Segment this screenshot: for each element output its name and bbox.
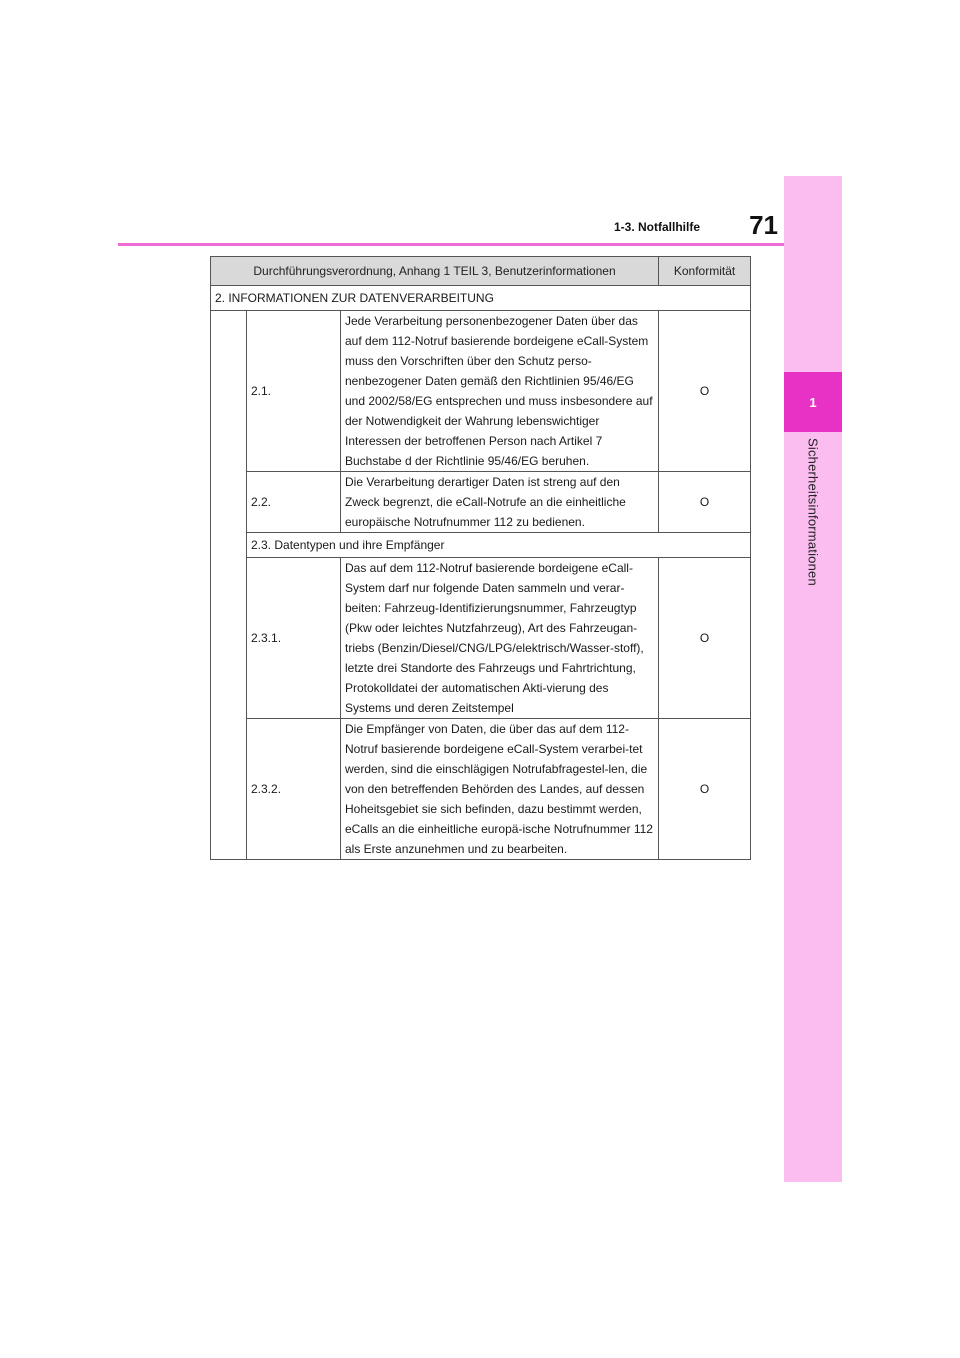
- row-text: Jede Verarbeitung personenbezogener Daten über das auf dem 112-Notruf basierende bordeigene eCall-System muss den Vorschriften über den Schutz perso-nenbezogener Daten gemäß den Richtlinien 95/46/EG und 2002/58/EG entsprechen und muss insbesondere auf der Notwendigkeit der Wahrung lebenswichtiger Interessen der betroffenen Person nach Artikel 7 Buchstabe d der Richtlinie 95/46/EG beruhen.: [341, 311, 659, 472]
- subsection-row: [211, 533, 751, 558]
- table-row: [211, 719, 751, 860]
- row-number: 2.3.2.: [247, 719, 341, 860]
- subsection-heading: 2.3. Datentypen und ihre Empfänger: [247, 533, 751, 558]
- table-header-row: [211, 257, 751, 286]
- chapter-title: [784, 438, 842, 598]
- table-row: [211, 311, 751, 472]
- chapter-badge: [784, 372, 842, 432]
- row-number: 2.1.: [247, 311, 341, 472]
- side-tab: [784, 176, 842, 1182]
- row-conformity: O: [659, 311, 751, 472]
- table-row: [211, 558, 751, 719]
- header-conformity: Konformität: [659, 257, 751, 286]
- row-text: Die Empfänger von Daten, die über das auf dem 112-Notruf basierende bordeigene eCall-System verarbei-tet werden, sind die einschlägigen Notrufabfragestel-len, die von den betreffenden Behörden des Landes, auf dessen Hoheitsgebiet sie sich befinden, dazu bestimmt werden, eCalls an die einheitliche europä-ische Notrufnummer 112 als Erste anzunehmen und zu bearbeiten.: [341, 719, 659, 860]
- row-text: Das auf dem 112-Notruf basierende bordeigene eCall-System darf nur folgende Daten sammeln und verar-beiten: Fahrzeug-Identifizierungsnummer, Fahrzeugtyp (Pkw oder leichtes Nutzfahrzeug), Art des Fahrzeugan-triebs (Benzin/Diesel/CNG/LPG/elektrisch/Wasser-stoff), letzte drei Standorte des Fahrzeugs und Fahrtrichtung, Protokolldatei der automatischen Akti-vierung des Systems und deren Zeitstempel: [341, 558, 659, 719]
- indent-cell: [211, 311, 247, 860]
- row-conformity: O: [659, 719, 751, 860]
- header-rule: [118, 243, 784, 246]
- section-heading: 2. INFORMATIONEN ZUR DATENVERARBEITUNG: [211, 286, 751, 311]
- chapter-title-text: Sicherheitsinformationen: [805, 438, 821, 586]
- section-title: 1-3. Notfallhilfe: [613, 220, 700, 234]
- row-number: 2.2.: [247, 472, 341, 533]
- chapter-number: 1: [809, 394, 817, 410]
- row-conformity: O: [659, 472, 751, 533]
- regulation-table: [210, 256, 751, 860]
- header-regulation: Durchführungsverordnung, Anhang 1 TEIL 3, Benutzerinformationen: [211, 257, 659, 286]
- row-number: 2.3.1.: [247, 558, 341, 719]
- table-row: [211, 472, 751, 533]
- section-row: [211, 286, 751, 311]
- row-text: Die Verarbeitung derartiger Daten ist streng auf den Zweck begrenzt, die eCall-Notrufe an die einheitliche europäische Notrufnummer 112 zu bedienen.: [341, 472, 659, 533]
- page-number: 71: [749, 210, 778, 240]
- row-conformity: O: [659, 558, 751, 719]
